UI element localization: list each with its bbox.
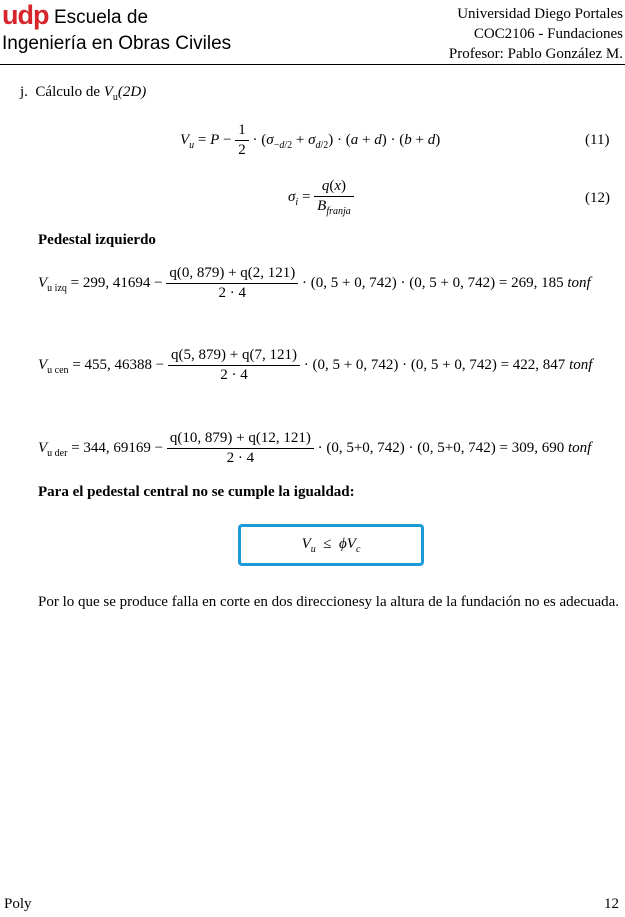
section-title-symbol: V [103,84,113,100]
calc-center-numerator: q(5, 879) + q(7, 121) [168,347,300,366]
section-title-argument: (2D) [117,84,147,100]
section-marker: j. [20,84,28,100]
header-rule [0,64,625,65]
calc-right: $V_{u der} = 344$, 69169 − $\frac{q(10, 879) + q(12, 121)}{2 \cdot 4}$ · (0, 5+0, 742) · (0, 5+0, 742) = 309, 690 tonf [38,430,592,466]
calc-left-sub: u izq [47,282,67,294]
professor-name: Profesor: Pablo González M. [448,46,623,62]
page-number: 12 [604,896,619,912]
central-note: Para el pedestal central no se cumple la igualdad: [38,484,355,500]
footer-author: Poly [4,896,32,912]
header-info [449,4,623,64]
equation-12-number: (12) [585,190,610,206]
calc-left-unit: tonf [567,274,591,291]
calc-left: $V_{u izq} = 299$, 41694 − $\frac{q(0, 879) + q(2, 121)}{2 \cdot 4}$ · (0, 5 + 0, 742) · (0, 5 + 0, 742) = 269, 185 tonf [38,265,591,301]
inequality: $V_u \le \phi V_c$ [301,535,361,555]
university-name: Universidad Diego Portales [457,6,623,22]
equation-11-number: (11) [585,132,610,148]
calc-center-sub: u cen [47,364,69,376]
calc-left-denominator: 2 · 4 [218,285,247,301]
calc-right-lhs: = 344, 69169 [71,439,151,456]
calc-center-unit: tonf [569,356,593,373]
logo-mark: udp [2,0,49,30]
calc-right-denominator: 2 · 4 [226,450,255,466]
calc-center-denominator: 2 · 4 [220,367,248,383]
logo-school-line1: Escuela de [54,7,149,28]
equation-11: $V_u = P$ − $\frac{1}{2}$ · $(\sigma_{-d/2} + \sigma_{d/2}) \cdot (a + d) \cdot (b + d)$ [180,122,441,158]
calc-center: $V_{u cen} = 455$, 46388 − $\frac{q(5, 879) + q(7, 121)}{2 \cdot 4}$ · (0, 5 + 0, 742) · (0, 5 + 0, 742) = 422, 847 tonf [38,347,593,383]
conclusion-paragraph: Por lo que se produce falla en corte en dos direccionesy la altura de la fundación no es adecuada. [38,594,620,610]
section-title [20,84,146,103]
calc-left-rest: (0, 5 + 0, 742) · (0, 5 + 0, 742) = 269, 185 [310,274,564,291]
calc-right-unit: tonf [567,439,592,456]
calc-center-rest: (0, 5 + 0, 742) · (0, 5 + 0, 742) = 422, 847 [312,356,566,373]
logo-school-line2: Ingeniería en Obras Civiles [2,33,232,54]
calc-right-rest: (0, 5+0, 742) · (0, 5+0, 742) = 309, 690 [326,439,565,456]
calc-right-numerator: q(10, 879) + q(12, 121) [167,430,314,449]
calc-left-numerator: q(0, 879) + q(2, 121) [166,265,298,284]
section-title-subscript: u [112,92,118,103]
section-title-text: Cálculo de [35,84,104,100]
calc-left-lhs: = 299, 41694 [70,274,151,291]
course-name: COC2106 - Fundaciones [473,26,623,42]
calc-center-lhs: = 455, 46388 [72,356,153,373]
pedestal-left-heading: Pedestal izquierdo [38,232,156,248]
inequality-box [238,524,424,566]
calc-right-sub: u der [47,447,68,459]
equation-12: $\sigma_i$ = $\frac{q(x)}{B_{franja}}$ [288,178,354,217]
